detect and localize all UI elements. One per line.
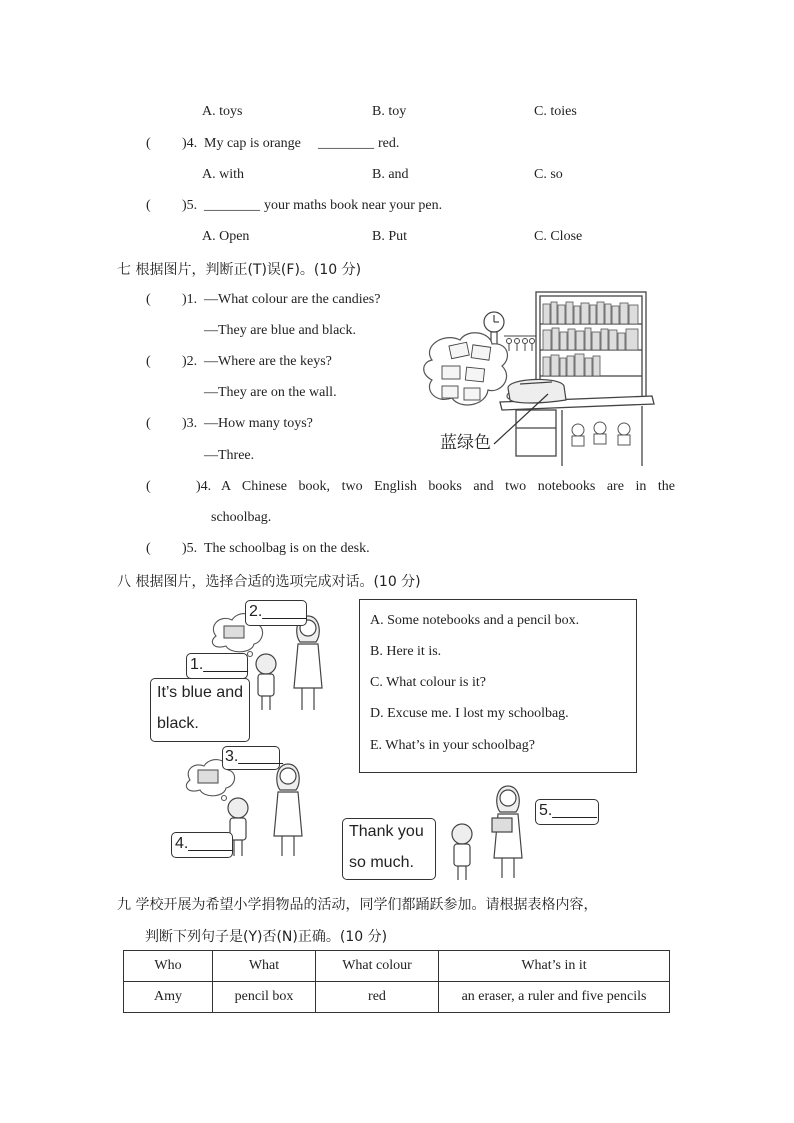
bubble-thanks-line2: so much.	[349, 854, 414, 871]
s7-q3-line1: —How many toys?	[204, 416, 313, 431]
bubble-2-text: 2._____	[249, 603, 307, 620]
donation-table	[123, 950, 670, 1013]
q4-answer-slot[interactable]	[156, 132, 184, 154]
schoolbag	[508, 379, 566, 403]
q3-option-c: C. toies	[534, 104, 577, 119]
q4-text: My cap is orange	[204, 136, 301, 151]
q4-after: red.	[378, 136, 400, 151]
q3-option-a: A. toys	[202, 104, 243, 119]
s7-q3-number: )3.	[182, 416, 198, 431]
s7-q4-paren: (	[146, 479, 151, 494]
s7-q2-number: )2.	[182, 354, 198, 369]
s7-q2-line1: —Where are the keys?	[204, 354, 332, 369]
header-what-colour: What colour	[316, 951, 439, 982]
bubble-5	[535, 799, 599, 825]
s7-q4-number: )4.	[196, 479, 212, 494]
s7-q3-line2: —Three.	[204, 448, 255, 463]
table-row	[124, 982, 670, 1013]
bubble-4-text: 4._____	[175, 835, 233, 852]
q4-number: )4.	[182, 136, 198, 151]
q5-number: )5.	[182, 198, 198, 213]
s7-q5-paren: (	[146, 541, 151, 556]
toys	[572, 422, 630, 446]
header-who: Who	[124, 951, 213, 982]
teal-color-label: 蓝绿色	[440, 433, 491, 453]
boy-figure	[256, 654, 276, 710]
q5-option-a: A. Open	[202, 229, 250, 244]
s7-q4-line1: A Chinese book, two English books and two notebooks are in the	[221, 479, 675, 494]
girl-figure	[294, 616, 322, 710]
section7-title: 七 根据图片，判断正(T)误(F)。(10 分)	[117, 262, 362, 278]
q5-option-b: B. Put	[372, 229, 408, 244]
bubble-3	[222, 746, 283, 770]
bubble-1	[186, 653, 248, 679]
q3-option-b: B. toy	[372, 104, 407, 119]
q5-blank: ________	[204, 198, 260, 213]
q5-option-c: C. Close	[534, 229, 583, 244]
section9-title-line2: 判断下列句子是(Y)否(N)正确。(10 分)	[145, 929, 388, 945]
q5-answer-slot[interactable]	[156, 194, 184, 216]
s7-q5-answer-slot[interactable]	[156, 537, 184, 559]
s7-q3-answer-slot[interactable]	[156, 412, 184, 434]
option-d: D. Excuse me. I lost my schoolbag.	[370, 706, 569, 721]
scene3-illustration	[440, 782, 540, 882]
q4-option-c: C. so	[534, 167, 563, 182]
bubble-thanks-line1: Thank you	[349, 823, 424, 840]
header-whats-in-it: What’s in it	[439, 951, 670, 982]
cell-who: Amy	[124, 982, 213, 1013]
boy-figure-3	[452, 824, 472, 880]
q5-paren-open: (	[146, 198, 151, 213]
bubble-blue-black	[150, 678, 250, 742]
s7-q2-paren: (	[146, 354, 151, 369]
bubble-blue-line2: black.	[157, 715, 199, 732]
q4-option-b: B. and	[372, 167, 409, 182]
s7-q1-line1: —What colour are the candies?	[204, 292, 381, 307]
s7-q5-line1: The schoolbag is on the desk.	[204, 541, 370, 556]
s7-q2-line2: —They are on the wall.	[204, 385, 337, 400]
girl-figure-2	[274, 764, 302, 856]
q4-blank: ________	[318, 136, 374, 151]
cell-what: pencil box	[213, 982, 316, 1013]
s7-q1-line2: —They are blue and black.	[204, 323, 356, 338]
q5-text: your maths book near your pen.	[264, 198, 443, 213]
s7-q1-number: )1.	[182, 292, 198, 307]
header-what: What	[213, 951, 316, 982]
girl-figure-3	[492, 786, 522, 878]
q4-option-a: A. with	[202, 167, 244, 182]
option-a: A. Some notebooks and a pencil box.	[370, 613, 580, 628]
table-header-row	[124, 951, 670, 982]
cell-contents: an eraser, a ruler and five pencils	[439, 982, 670, 1013]
bubble-5-text: 5._____	[539, 802, 597, 819]
section9-title-line1: 九 学校开展为希望小学捐物品的活动，同学们都踊跃参加。请根据表格内容，	[117, 897, 598, 913]
cell-colour: red	[316, 982, 439, 1013]
option-c: C. What colour is it?	[370, 675, 486, 690]
bubble-1-text: 1._____	[190, 656, 248, 673]
s7-q4-line2: schoolbag.	[211, 510, 272, 525]
s7-q5-number: )5.	[182, 541, 198, 556]
q4-paren-open: (	[146, 136, 151, 151]
section8-title: 八 根据图片，选择合适的选项完成对话。(10 分)	[117, 574, 421, 590]
keys	[504, 336, 536, 351]
s7-q1-paren: (	[146, 292, 151, 307]
option-b: B. Here it is.	[370, 644, 442, 659]
bubble-blue-line1: It’s blue and	[157, 684, 243, 701]
bubble-3-text: 3._____	[225, 748, 283, 765]
s7-q1-answer-slot[interactable]	[156, 288, 184, 310]
s7-q3-paren: (	[146, 416, 151, 431]
bubble-thank-you	[342, 818, 436, 880]
option-e: E. What’s in your schoolbag?	[370, 738, 535, 753]
s7-q4-answer-slot[interactable]	[156, 475, 192, 497]
s7-q2-answer-slot[interactable]	[156, 350, 184, 372]
bubble-4	[171, 832, 233, 858]
bubble-2	[245, 600, 307, 626]
